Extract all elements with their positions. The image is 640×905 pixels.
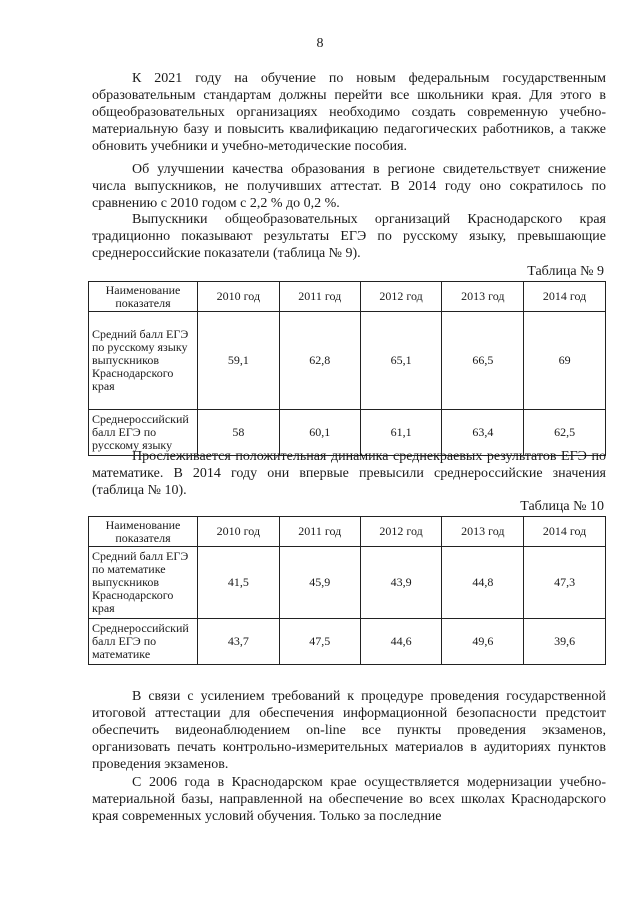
column-header: 2014 год [524,517,606,547]
table-cell: 43,7 [198,619,280,665]
table-cell: 47,3 [524,547,606,619]
row-label: Среднероссийский балл ЕГЭ по русскому языку [89,410,198,456]
row-label: Среднероссийский балл ЕГЭ по математике [89,619,198,665]
row-label: Средний балл ЕГЭ по русскому языку выпускников Краснодарского края [89,312,198,410]
column-header: 2012 год [360,517,442,547]
table-cell: 44,8 [442,547,524,619]
table-cell: 58 [198,410,280,456]
column-header: 2013 год [442,282,524,312]
table-cell: 62,8 [279,312,360,410]
table-cell: 43,9 [360,547,442,619]
column-header: Наименование показателя [89,517,198,547]
table-header-row [89,282,606,312]
paragraph-certificates: Об улучшении качества образования в регионе свидетельствует снижение числа выпускников, не получивших аттестат. В 2014 году оно сократилось по сравнению с 2010 годом с 2,2 % до 0,2 %. [92,162,606,211]
table-header-row [89,517,606,547]
table-cell: 59,1 [198,312,280,410]
table-cell: 39,6 [524,619,606,665]
table-row [89,619,606,665]
table-cell: 60,1 [279,410,360,456]
table-cell: 45,9 [279,547,360,619]
column-header: 2014 год [524,282,606,312]
table-cell: 66,5 [442,312,524,410]
table-row [89,312,606,410]
paragraph-exam-security: В связи с усилением требований к процедуре проведения государственной итоговой аттестации для обеспечения информационной безопасности предстоит обеспечить видеонаблюдением on-line все пункты проведения экзаменов, организовать печать контрольно-измерительных материалов в аудиториях пунктов проведения экзаменов. [92,689,606,772]
table-10-caption: Таблица № 10 [520,499,604,514]
paragraph-math-exam: Прослеживается положительная динамика среднекраевых результатов ЕГЭ по математике. В 2014 году они впервые превысили среднероссийские значения (таблица № 10). [92,449,606,498]
column-header: 2012 год [360,282,442,312]
table-cell: 41,5 [198,547,280,619]
column-header: Наименование показателя [89,282,198,312]
table-10 [88,516,606,665]
paragraph-fgos: К 2021 году на обучение по новым федеральным государственным образовательным стандартам должны перейти все школьники края. Для этого в общеобразовательных организациях необходимо создать современную учебно-материальную базу и повысить квалификацию педагогических работников, а также обновить учебники и учебно-методические пособия. [92,71,606,154]
table-cell: 49,6 [442,619,524,665]
paragraph-russian-exam: Выпускники общеобразовательных организаций Краснодарского края традиционно показывают результаты ЕГЭ по русскому языку, превышающие среднероссийские показатели (таблица № 9). [92,212,606,261]
table-9-caption: Таблица № 9 [527,264,604,279]
column-header: 2010 год [198,517,280,547]
column-header: 2013 год [442,517,524,547]
page-number: 8 [316,36,324,51]
table-cell: 47,5 [279,619,360,665]
column-header: 2011 год [279,282,360,312]
column-header: 2010 год [198,282,280,312]
table-cell: 44,6 [360,619,442,665]
row-label: Средний балл ЕГЭ по математике выпускников Краснодарского края [89,547,198,619]
table-cell: 69 [524,312,606,410]
paragraph-modernization: С 2006 года в Краснодарском крае осуществляется модернизации учебно-материальной базы, направленной на обеспечение во всех школах Краснодарского края современных условий обучения. Только за последние [92,775,606,824]
table-cell: 65,1 [360,312,442,410]
table-cell: 62,5 [524,410,606,456]
column-header: 2011 год [279,517,360,547]
table-cell: 63,4 [442,410,524,456]
table-cell: 61,1 [360,410,442,456]
table-9 [88,281,606,456]
table-row [89,547,606,619]
